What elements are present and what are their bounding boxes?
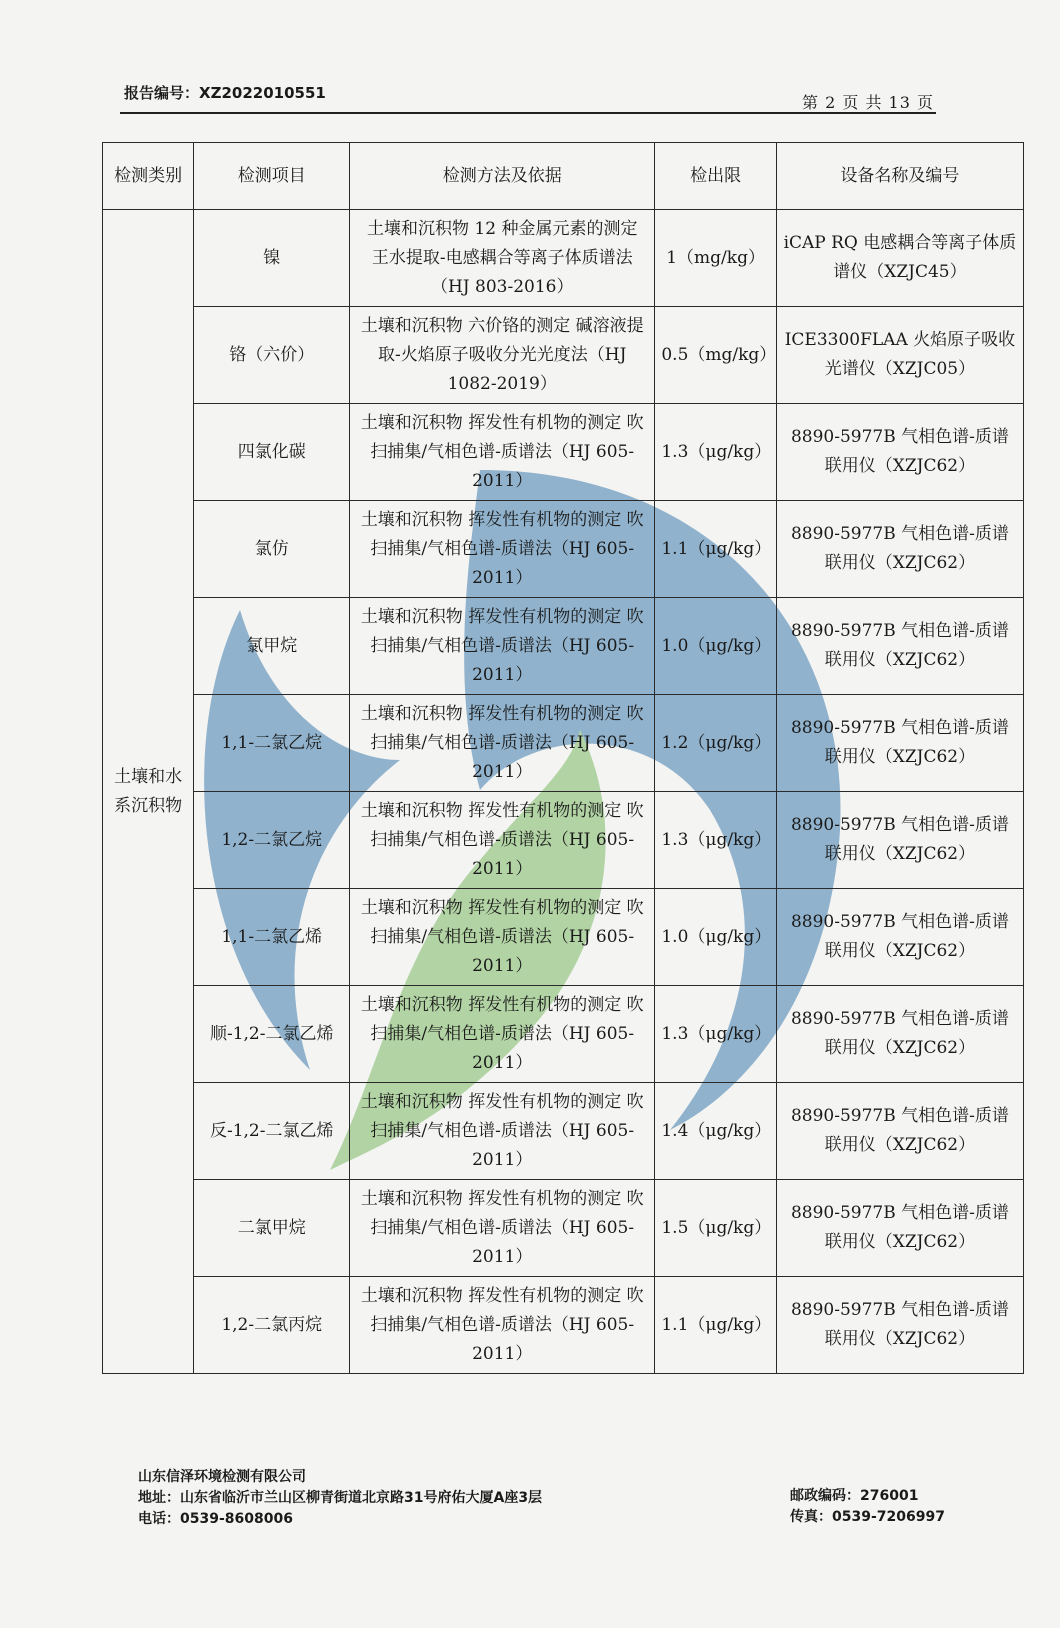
- limit-cell: 1.3（μg/kg）: [655, 792, 776, 889]
- header-method: 检测方法及依据: [350, 143, 655, 210]
- item-cell: 镍: [194, 210, 350, 307]
- table-row: [103, 889, 1024, 986]
- test-method-table: [102, 142, 1024, 1374]
- table-row: [103, 404, 1024, 501]
- equipment-cell: 8890-5977B 气相色谱-质谱联用仪（XZJC62）: [776, 1083, 1023, 1180]
- method-cell: 土壤和沉积物 挥发性有机物的测定 吹扫捕集/气相色谱-质谱法（HJ 605-2011）: [350, 1180, 655, 1277]
- limit-cell: 1（mg/kg）: [655, 210, 776, 307]
- limit-cell: 1.1（μg/kg）: [655, 1277, 776, 1374]
- equipment-cell: 8890-5977B 气相色谱-质谱联用仪（XZJC62）: [776, 792, 1023, 889]
- company-fax: 传真：0539-7206997: [790, 1509, 945, 1525]
- company-postcode: 邮政编码：276001: [790, 1488, 919, 1504]
- method-cell: 土壤和沉积物 挥发性有机物的测定 吹扫捕集/气相色谱-质谱法（HJ 605-2011）: [350, 1083, 655, 1180]
- item-cell: 1,1-二氯乙烯: [194, 889, 350, 986]
- report-number: 报告编号：XZ2022010551: [124, 84, 326, 102]
- method-cell: 土壤和沉积物 挥发性有机物的测定 吹扫捕集/气相色谱-质谱法（HJ 605-2011）: [350, 1277, 655, 1374]
- item-cell: 顺-1,2-二氯乙烯: [194, 986, 350, 1083]
- company-phone: 电话：0539-8608006: [138, 1511, 293, 1527]
- item-cell: 二氯甲烷: [194, 1180, 350, 1277]
- table-row: [103, 598, 1024, 695]
- item-cell: 铬（六价）: [194, 307, 350, 404]
- limit-cell: 1.3（μg/kg）: [655, 986, 776, 1083]
- limit-cell: 1.2（μg/kg）: [655, 695, 776, 792]
- limit-cell: 1.0（μg/kg）: [655, 889, 776, 986]
- equipment-cell: ICE3300FLAA 火焰原子吸收光谱仪（XZJC05）: [776, 307, 1023, 404]
- equipment-cell: 8890-5977B 气相色谱-质谱联用仪（XZJC62）: [776, 598, 1023, 695]
- limit-cell: 1.1（μg/kg）: [655, 501, 776, 598]
- method-cell: 土壤和沉积物 挥发性有机物的测定 吹扫捕集/气相色谱-质谱法（HJ 605-2011）: [350, 792, 655, 889]
- equipment-cell: 8890-5977B 气相色谱-质谱联用仪（XZJC62）: [776, 889, 1023, 986]
- table-row: [103, 1180, 1024, 1277]
- page-indicator: 第 2 页 共 13 页: [802, 93, 934, 112]
- limit-cell: 0.5（mg/kg）: [655, 307, 776, 404]
- table-row: [103, 1083, 1024, 1180]
- equipment-cell: 8890-5977B 气相色谱-质谱联用仪（XZJC62）: [776, 986, 1023, 1083]
- category-cell: 土壤和水系沉积物: [103, 210, 194, 1374]
- item-cell: 氯仿: [194, 501, 350, 598]
- equipment-cell: 8890-5977B 气相色谱-质谱联用仪（XZJC62）: [776, 501, 1023, 598]
- header-limit: 检出限: [655, 143, 776, 210]
- table-row: [103, 307, 1024, 404]
- header-equipment: 设备名称及编号: [776, 143, 1023, 210]
- method-cell: 土壤和沉积物 12 种金属元素的测定 王水提取-电感耦合等离子体质谱法（HJ 803-2016）: [350, 210, 655, 307]
- item-cell: 反-1,2-二氯乙烯: [194, 1083, 350, 1180]
- company-footer: [138, 1467, 542, 1530]
- table-row: [103, 1277, 1024, 1374]
- item-cell: 1,1-二氯乙烷: [194, 695, 350, 792]
- table-row: [103, 792, 1024, 889]
- limit-cell: 1.5（μg/kg）: [655, 1180, 776, 1277]
- equipment-cell: 8890-5977B 气相色谱-质谱联用仪（XZJC62）: [776, 1277, 1023, 1374]
- table-row: [103, 501, 1024, 598]
- limit-cell: 1.3（μg/kg）: [655, 404, 776, 501]
- method-cell: 土壤和沉积物 挥发性有机物的测定 吹扫捕集/气相色谱-质谱法（HJ 605-2011）: [350, 598, 655, 695]
- item-cell: 1,2-二氯乙烷: [194, 792, 350, 889]
- method-cell: 土壤和沉积物 挥发性有机物的测定 吹扫捕集/气相色谱-质谱法（HJ 605-2011）: [350, 889, 655, 986]
- method-cell: 土壤和沉积物 挥发性有机物的测定 吹扫捕集/气相色谱-质谱法（HJ 605-2011）: [350, 404, 655, 501]
- method-cell: 土壤和沉积物 六价铬的测定 碱溶液提取-火焰原子吸收分光光度法（HJ 1082-2019）: [350, 307, 655, 404]
- method-cell: 土壤和沉积物 挥发性有机物的测定 吹扫捕集/气相色谱-质谱法（HJ 605-2011）: [350, 501, 655, 598]
- table-row: [103, 695, 1024, 792]
- method-cell: 土壤和沉积物 挥发性有机物的测定 吹扫捕集/气相色谱-质谱法（HJ 605-2011）: [350, 695, 655, 792]
- equipment-cell: iCAP RQ 电感耦合等离子体质谱仪（XZJC45）: [776, 210, 1023, 307]
- company-address: 地址：山东省临沂市兰山区柳青街道北京路31号府佑大厦A座3层: [138, 1490, 543, 1506]
- item-cell: 氯甲烷: [194, 598, 350, 695]
- limit-cell: 1.4（μg/kg）: [655, 1083, 776, 1180]
- equipment-cell: 8890-5977B 气相色谱-质谱联用仪（XZJC62）: [776, 1180, 1023, 1277]
- header-category: 检测类别: [103, 143, 194, 210]
- header-divider: [120, 112, 936, 114]
- table-header-row: [103, 143, 1024, 210]
- table-row: [103, 986, 1024, 1083]
- company-contact: [790, 1486, 945, 1528]
- table-row: [103, 210, 1024, 307]
- limit-cell: 1.0（μg/kg）: [655, 598, 776, 695]
- equipment-cell: 8890-5977B 气相色谱-质谱联用仪（XZJC62）: [776, 404, 1023, 501]
- method-cell: 土壤和沉积物 挥发性有机物的测定 吹扫捕集/气相色谱-质谱法（HJ 605-2011）: [350, 986, 655, 1083]
- item-cell: 四氯化碳: [194, 404, 350, 501]
- equipment-cell: 8890-5977B 气相色谱-质谱联用仪（XZJC62）: [776, 695, 1023, 792]
- header-item: 检测项目: [194, 143, 350, 210]
- item-cell: 1,2-二氯丙烷: [194, 1277, 350, 1374]
- company-name: 山东信泽环境检测有限公司: [138, 1469, 306, 1485]
